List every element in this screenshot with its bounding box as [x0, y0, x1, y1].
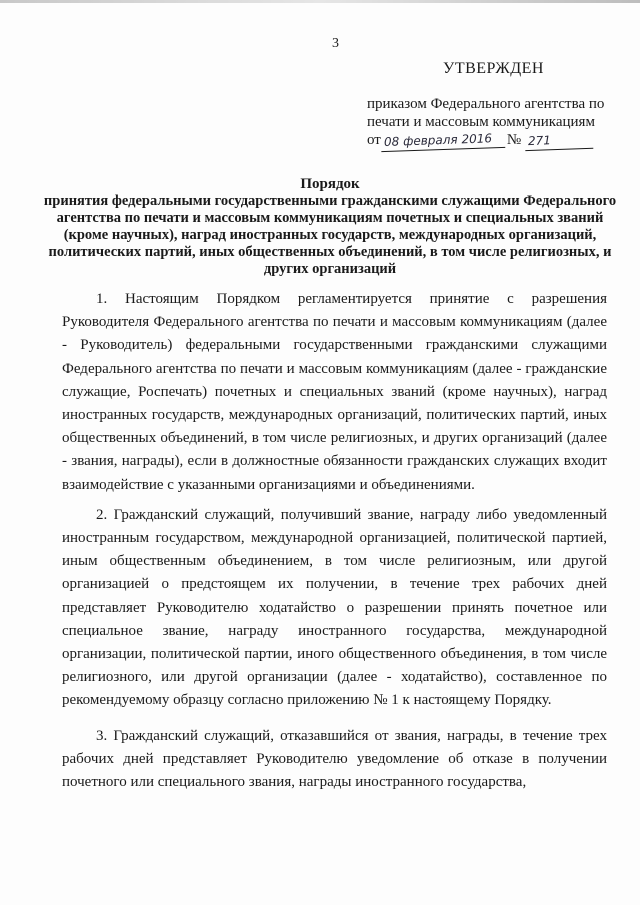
document-title: [40, 176, 620, 278]
title-subtitle: принятия федеральными государственными гражданскими служащими Федерального агентства по печати и массовым коммуникациям почетных и специальных званий (кроме научных), наград иностранных государств, международных организаций, политических партий, иных общественных объединений, в том числе религиозных, и других организаций: [43, 193, 617, 277]
order-line-2: печати и массовым коммуникациям: [367, 114, 595, 130]
handwritten-date: 08 февраля 2016: [381, 129, 506, 152]
order-date-prefix: от: [367, 132, 381, 148]
handwritten-order-number: 271: [525, 130, 594, 151]
scan-edge: [0, 0, 640, 3]
order-line-1: приказом Федерального агентства по: [367, 96, 605, 112]
order-date-line: [367, 131, 627, 150]
title-main: Порядок: [300, 176, 360, 192]
order-number-label: №: [506, 132, 522, 148]
page-number: 3: [332, 36, 339, 51]
paragraph-2: 2. Гражданский служащий, получивший звание, награду либо уведомленный иностранным государством, международной организацией, политической партией, иным общественным объединением, в том числе религиозным, или другой организацией о предстоящем их получении, в течение трех рабочих дней представляет Руководителю ходатайство о разрешении принять почетное или специальное звание, награду иностранного государства, международной организации, политической партии, иного общественного объединения, в том числе религиозного, или другой организации (далее - ходатайство), составленное по рекомендуемому образцу согласно приложению № 1 к настоящему Порядку.: [62, 506, 607, 709]
paragraph-1: 1. Настоящим Порядком регламентируется принятие с разрешения Руководителя Федерального агентства по печати и массовым коммуникациям (далее - Руководитель) федеральными государственными гражданскими служащими Федерального агентства по печати и массовым коммуникациям (далее - гражданские служащие, Роспечать) почетных и специальных званий (кроме научных), наград иностранных государств, международных организаций, политических партий, иных общественных объединений, в том числе религиозных, и других организаций (далее - звания, награды), если в должностные обязанности гражданских служащих входит взаимодействие с указанными организациями и объединениями.: [62, 291, 607, 493]
order-reference: [367, 95, 627, 150]
paragraph-3: 3. Гражданский служащий, отказавшийся от звания, награды, в течение трех рабочих дней представляет Руководителю уведомление об отказе в получении почетного или специального звания, награды иностранного государства,: [62, 727, 607, 791]
document-body: [62, 288, 607, 794]
approved-stamp-text: УТВЕРЖДЕН: [443, 60, 544, 77]
